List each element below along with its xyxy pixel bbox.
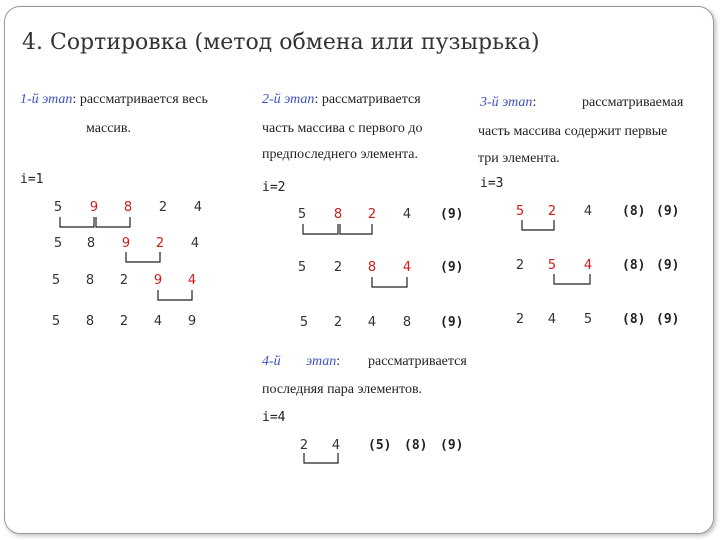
s3-r2-c3: 4	[583, 258, 593, 273]
stage1-line1	[20, 92, 208, 108]
s3-r2-c2: 5	[547, 258, 557, 273]
stage2-label: 2-й этап	[262, 92, 315, 107]
s3-r1-c1: 5	[515, 204, 525, 219]
stage4-i: i=4	[262, 410, 286, 425]
s2-r3-c4: 8	[402, 315, 412, 330]
stage1-text2: массив.	[86, 121, 132, 136]
s2-r2-c3: 8	[367, 260, 377, 275]
s2-r1-c4: 4	[402, 207, 412, 222]
s1-r3-c5: 4	[187, 273, 197, 288]
s4-c1: 2	[299, 438, 309, 453]
s1-r3-c1: 5	[51, 273, 61, 288]
stage3-line1	[480, 95, 536, 111]
stage3-text2: часть массива содержит первые	[478, 124, 668, 139]
s2-r1-fixed: (9)	[440, 207, 464, 222]
stage2-line1	[262, 92, 421, 108]
s3-r2-fixed2: (9)	[656, 258, 680, 273]
s3-r2-c1: 2	[515, 258, 525, 273]
s3-r1-c3: 4	[583, 204, 593, 219]
s3-r1-c2: 2	[547, 204, 557, 219]
s1-r1-c1: 5	[53, 200, 63, 215]
s3-r1-fixed2: (9)	[656, 204, 680, 219]
s1-r2-c2: 8	[86, 236, 96, 251]
s1-r3-c3: 2	[119, 273, 129, 288]
s3-r1-fixed1: (8)	[622, 204, 646, 219]
s2-r3-c2: 2	[333, 315, 343, 330]
s1-r1-c4: 2	[158, 200, 168, 215]
s1-r1-c2: 9	[89, 200, 99, 215]
s2-r2-c2: 2	[333, 260, 343, 275]
stage1-i: i=1	[20, 172, 44, 187]
s2-r1-c3: 2	[367, 207, 377, 222]
s2-r2-c4: 4	[402, 260, 412, 275]
slide-frame	[4, 6, 714, 534]
s4-fixed3: (9)	[440, 438, 464, 453]
s4-c2: 4	[331, 438, 341, 453]
stage2-text3: предпоследнего элемента.	[262, 147, 418, 162]
stage3-i: i=3	[480, 176, 504, 191]
s1-r1-c3: 8	[123, 200, 133, 215]
stage3-text1: :	[532, 95, 537, 110]
s1-r4-c3: 2	[119, 314, 129, 329]
s3-r3-c2: 4	[547, 312, 557, 327]
stage4-text2: последняя пара элементов.	[262, 382, 423, 397]
s3-r3-fixed1: (8)	[622, 312, 646, 327]
s1-r2-c3: 9	[121, 236, 131, 251]
stage4-text1: :	[336, 354, 341, 369]
stage1-text1: : рассматривается весь	[72, 92, 208, 107]
s1-r4-c2: 8	[85, 314, 95, 329]
stage3-text3: три элемента.	[478, 151, 560, 166]
s1-r4-c5: 9	[187, 314, 197, 329]
s2-r1-c2: 8	[333, 207, 343, 222]
stage2-text1: : рассматривается	[314, 92, 421, 107]
s3-r3-c1: 2	[515, 312, 525, 327]
s1-r4-c4: 4	[153, 314, 163, 329]
s2-r3-c1: 5	[299, 315, 309, 330]
s2-r3-c3: 4	[367, 315, 377, 330]
s1-r4-c1: 5	[51, 314, 61, 329]
stage3-label: 3-й этап	[480, 95, 533, 110]
s3-r3-fixed2: (9)	[656, 312, 680, 327]
s2-r2-c1: 5	[297, 260, 307, 275]
s2-r3-fixed: (9)	[440, 315, 464, 330]
s1-r2-c1: 5	[53, 236, 63, 251]
s2-r2-fixed: (9)	[440, 260, 464, 275]
slide-title: 4. Сортировка (метод обмена или пузырька)	[22, 30, 540, 55]
stage4-text1b: рассматривается	[368, 354, 467, 369]
s3-r3-c3: 5	[583, 312, 593, 327]
stage4-line1	[306, 354, 340, 370]
s2-r1-c1: 5	[297, 207, 307, 222]
s1-r3-c2: 8	[85, 273, 95, 288]
s1-r1-c5: 4	[193, 200, 203, 215]
s1-r2-c5: 4	[190, 236, 200, 251]
stage4-label-b: этап	[306, 354, 337, 369]
s4-fixed1: (5)	[368, 438, 392, 453]
stage3-text1b: рассматриваемая	[582, 95, 684, 110]
s1-r2-c4: 2	[155, 236, 165, 251]
stage4-label: 4-й	[262, 354, 281, 369]
s1-r3-c4: 9	[153, 273, 163, 288]
s4-fixed2: (8)	[404, 438, 428, 453]
stage1-label: 1-й этап	[20, 92, 73, 107]
stage2-i: i=2	[262, 180, 286, 195]
s3-r2-fixed1: (8)	[622, 258, 646, 273]
stage2-text2: часть массива с первого до	[262, 121, 423, 136]
